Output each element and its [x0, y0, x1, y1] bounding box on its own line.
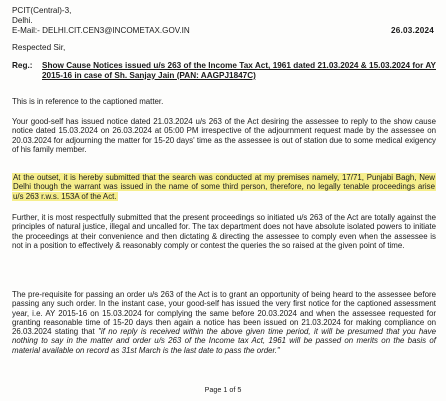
address-line-office: PCIT(Central)-3, [12, 6, 72, 15]
prerequisite-text: The pre-requisite for passing an order u/s 263 of the Act is to grant an opportunity of being heard to the assessee before passing any such order. In the instant case, your good-self has issued the very first notice for the captioned assessment year, i.e. AY 2015-16 on 15.03.2024 for complying the same before 20.03.2024 and when the assessee requested for granting reasonable time of 15-20 days then again a notice has been issued on 21.03.2024 for making compliance on 26.03.2024 stating that [12, 290, 436, 337]
recipient-address [12, 6, 272, 36]
address-line-city: Delhi. [12, 16, 33, 25]
subject-text: Show Cause Notices issued u/s 263 of the Income Tax Act, 1961 dated 21.03.2024 & 15.03.2024 for AY 2015-16 in case of Sh. Sanjay Jain (PAN: AAGPJ1847C) [42, 61, 436, 80]
quoted-notice-text: "if no reply is received within the above given time period, it will be presumed that you have nothing to say in the matter and order u/s 263 of the Income tax Act, 1961 will be passed on merits on the basis of material available on record as 31st March is the last date to pass the order." [12, 327, 437, 355]
highlighted-text: At the outset, it is hereby submitted that the search was conducted at my premises namely, 17/71, Punjabi Bagh, New Delhi though the warrant was issued in the name of some third person, therefore, no legally tenable proceedings arise u/s 263 r.w.s. 153A of the Act. [13, 173, 435, 201]
subject-line [12, 61, 436, 80]
paragraph-notice-details: Your good-self has issued notice dated 21.03.2024 u/s 263 of the Act desiring the assessee to reply to the show cause notice dated 15.03.2024 on 26.03.2024 at 05:00 PM irrespective of the adjournment request made by the assessee on 20.03.2024 for adjourning the matter for 15-20 days' time as the assessee is out of station due to some medical exigency of his family member. [12, 117, 436, 154]
address-line-email: E-Mail:- DELHI.CIT.CEN3@INCOMETAX.GOV.IN [12, 26, 190, 35]
paragraph-natural-justice: Further, it is most respectfully submitted that the present proceedings so initiated u/s 263 of the Act are totally against the principles of natural justice, illegal and uncalled for. The tax department does not have absolute isolated powers to initiate the proceedings at their convenience and then dictating & directing the assessee to comply even when the assessee is not in a position to effectively & reasonably comply or contest the queries the so raised at the given point of time. [12, 213, 436, 250]
subject-label: Reg.: [12, 61, 33, 70]
paragraph-prerequisite [12, 290, 436, 355]
letter-date: 26.03.2024 [391, 26, 434, 35]
reference-paragraph: This is in reference to the captioned matter. [12, 97, 164, 106]
salutation: Respected Sir, [12, 43, 66, 52]
page-number: Page 1 of 5 [204, 385, 242, 394]
paragraph-search-premises [12, 173, 436, 201]
